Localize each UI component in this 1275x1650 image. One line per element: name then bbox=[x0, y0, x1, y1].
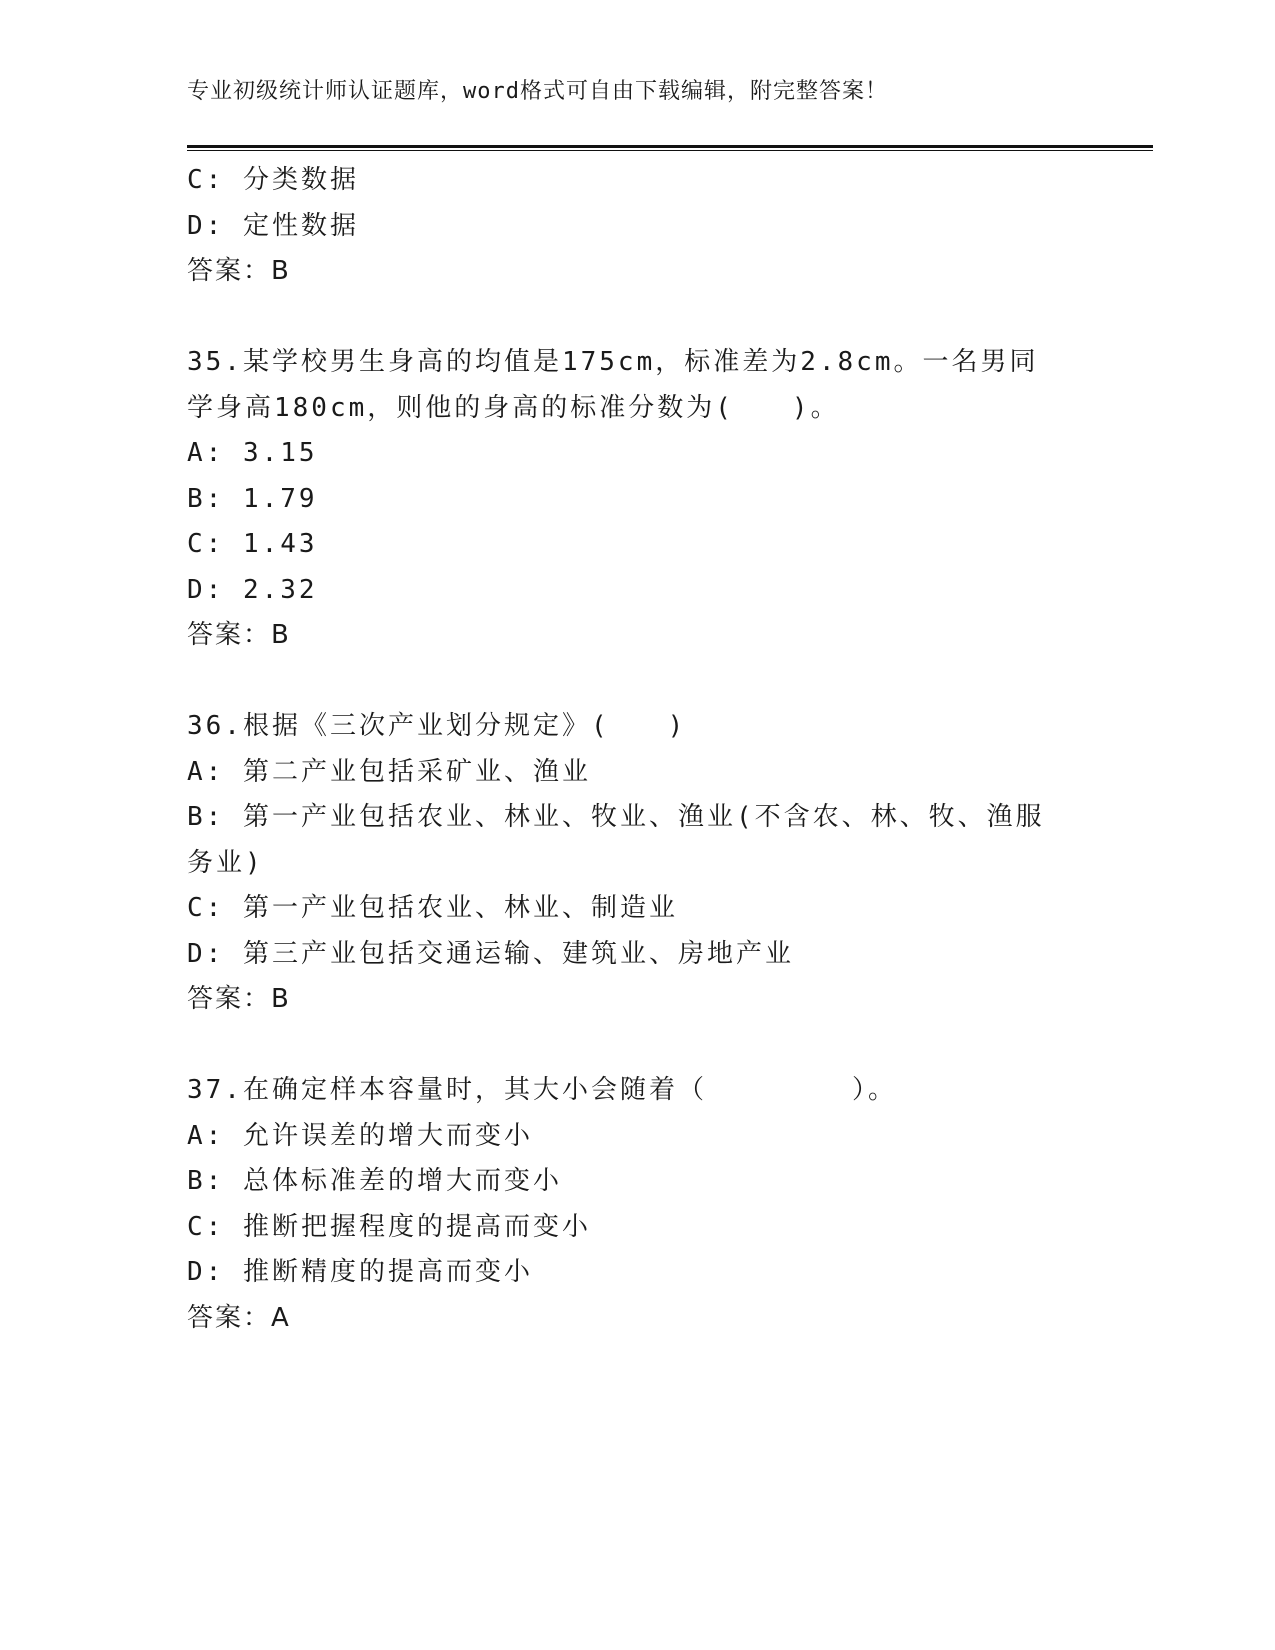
answer-line: 答案：B bbox=[187, 256, 291, 286]
option-c: C: 1.43 bbox=[187, 529, 318, 559]
question-stem: 36.根据《三次产业划分规定》( ) bbox=[187, 711, 687, 741]
option-d: D: 定性数据 bbox=[187, 210, 359, 241]
question-list bbox=[187, 158, 1067, 1341]
header-divider bbox=[187, 145, 1153, 151]
question-35 bbox=[187, 340, 1067, 659]
option-a: A: 允许误差的增大而变小 bbox=[187, 1120, 533, 1151]
option-d: D: 推断精度的提高而变小 bbox=[187, 1257, 533, 1287]
answer-line: 答案：B bbox=[187, 620, 291, 650]
spacer bbox=[187, 1023, 1067, 1069]
option-b: B: 总体标准差的增大而变小 bbox=[187, 1166, 562, 1196]
option-a: A: 第二产业包括采矿业、渔业 bbox=[187, 756, 591, 787]
option-a: A: 3.15 bbox=[187, 438, 318, 468]
option-d: D: 第三产业包括交通运输、建筑业、房地产业 bbox=[187, 938, 794, 969]
question-stem: 35.某学校男生身高的均值是175cm，标准差为2.8cm。一名男同学身高180cm，则他的身高的标准分数为( )。 bbox=[187, 347, 1039, 423]
spacer bbox=[187, 295, 1067, 341]
spacer bbox=[187, 659, 1067, 705]
question-36 bbox=[187, 704, 1067, 1023]
continued-question bbox=[187, 158, 1067, 295]
option-c: C: 推断把握程度的提高而变小 bbox=[187, 1211, 591, 1242]
option-c: C: 分类数据 bbox=[187, 165, 359, 195]
answer-line: 答案：B bbox=[187, 984, 291, 1014]
answer-line: 答案：A bbox=[187, 1302, 291, 1333]
option-b: B: 1.79 bbox=[187, 483, 318, 514]
question-stem: 37.在确定样本容量时，其大小会随着（ ）。 bbox=[187, 1075, 897, 1105]
option-b: B: 第一产业包括农业、林业、牧业、渔业(不含农、林、牧、渔服务业) bbox=[187, 802, 1045, 878]
option-d: D: 2.32 bbox=[187, 574, 318, 605]
question-37 bbox=[187, 1068, 1067, 1341]
option-c: C: 第一产业包括农业、林业、制造业 bbox=[187, 893, 678, 923]
page-header: 专业初级统计师认证题库，word格式可自由下载编辑，附完整答案！ bbox=[187, 79, 888, 104]
